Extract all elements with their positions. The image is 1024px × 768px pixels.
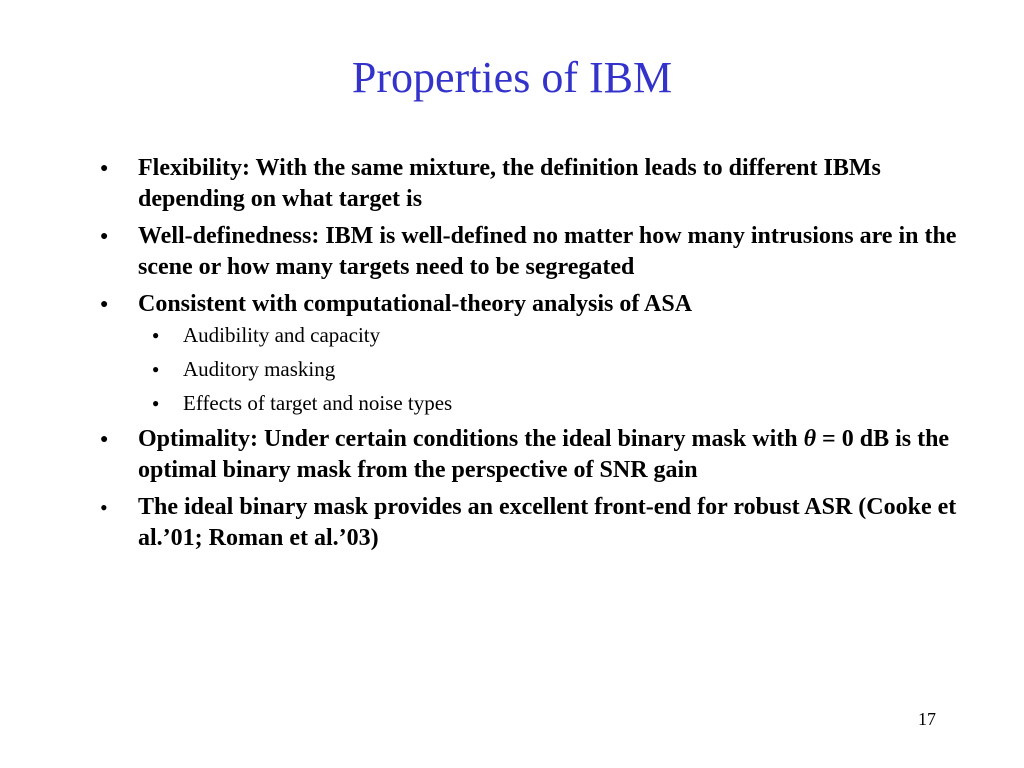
bullet-well-definedness <box>100 221 980 283</box>
bullet-dot-icon: • <box>100 495 108 520</box>
bullet-text: Well-definedness: IBM is well-defined no matter how many intrusions are in the scene or how many targets need to be segregated <box>138 223 957 280</box>
sub-bullet-text: Auditory masking <box>183 357 336 381</box>
bullet-consistent <box>100 289 980 417</box>
sub-bullet-dot-icon: ● <box>152 362 160 376</box>
bullet-flexibility <box>100 153 980 215</box>
sub-bullet-text: Effects of target and noise types <box>183 391 453 415</box>
sub-bullet-text: Audibility and capacity <box>183 323 381 347</box>
bullet-dot-icon: ● <box>100 297 109 312</box>
bullet-text-after: = 0 dB is the optimal binary mask from the perspective of SNR gain <box>138 426 950 483</box>
bullet-asr <box>100 492 980 554</box>
sub-bullet-list <box>138 322 980 417</box>
sub-bullet-dot-icon: ● <box>152 328 160 342</box>
bullet-text-before: Optimality: Under certain conditions the ideal binary mask with <box>138 426 804 452</box>
page-number: 17 <box>918 709 936 729</box>
bullet-dot-icon: ● <box>100 432 109 447</box>
sub-bullet-masking <box>138 356 980 383</box>
bullet-list <box>100 153 980 560</box>
theta-symbol: θ <box>803 426 817 452</box>
sub-bullet-audibility <box>138 322 980 349</box>
bullet-text: The ideal binary mask provides an excellent front-end for robust ASR (Cooke et al.’01; Roman et al.’03) <box>138 494 957 551</box>
bullet-text: Flexibility: With the same mixture, the definition leads to different IBMs depending on what target is <box>138 155 881 212</box>
bullet-optimality <box>100 424 980 486</box>
bullet-text: Consistent with computational-theory analysis of ASA <box>138 291 693 317</box>
bullet-dot-icon: ● <box>100 229 109 244</box>
sub-bullet-effects <box>138 390 980 417</box>
bullet-dot-icon: ● <box>100 161 109 176</box>
slide-title: Properties of IBM <box>351 53 673 102</box>
sub-bullet-dot-icon: ● <box>152 396 160 410</box>
